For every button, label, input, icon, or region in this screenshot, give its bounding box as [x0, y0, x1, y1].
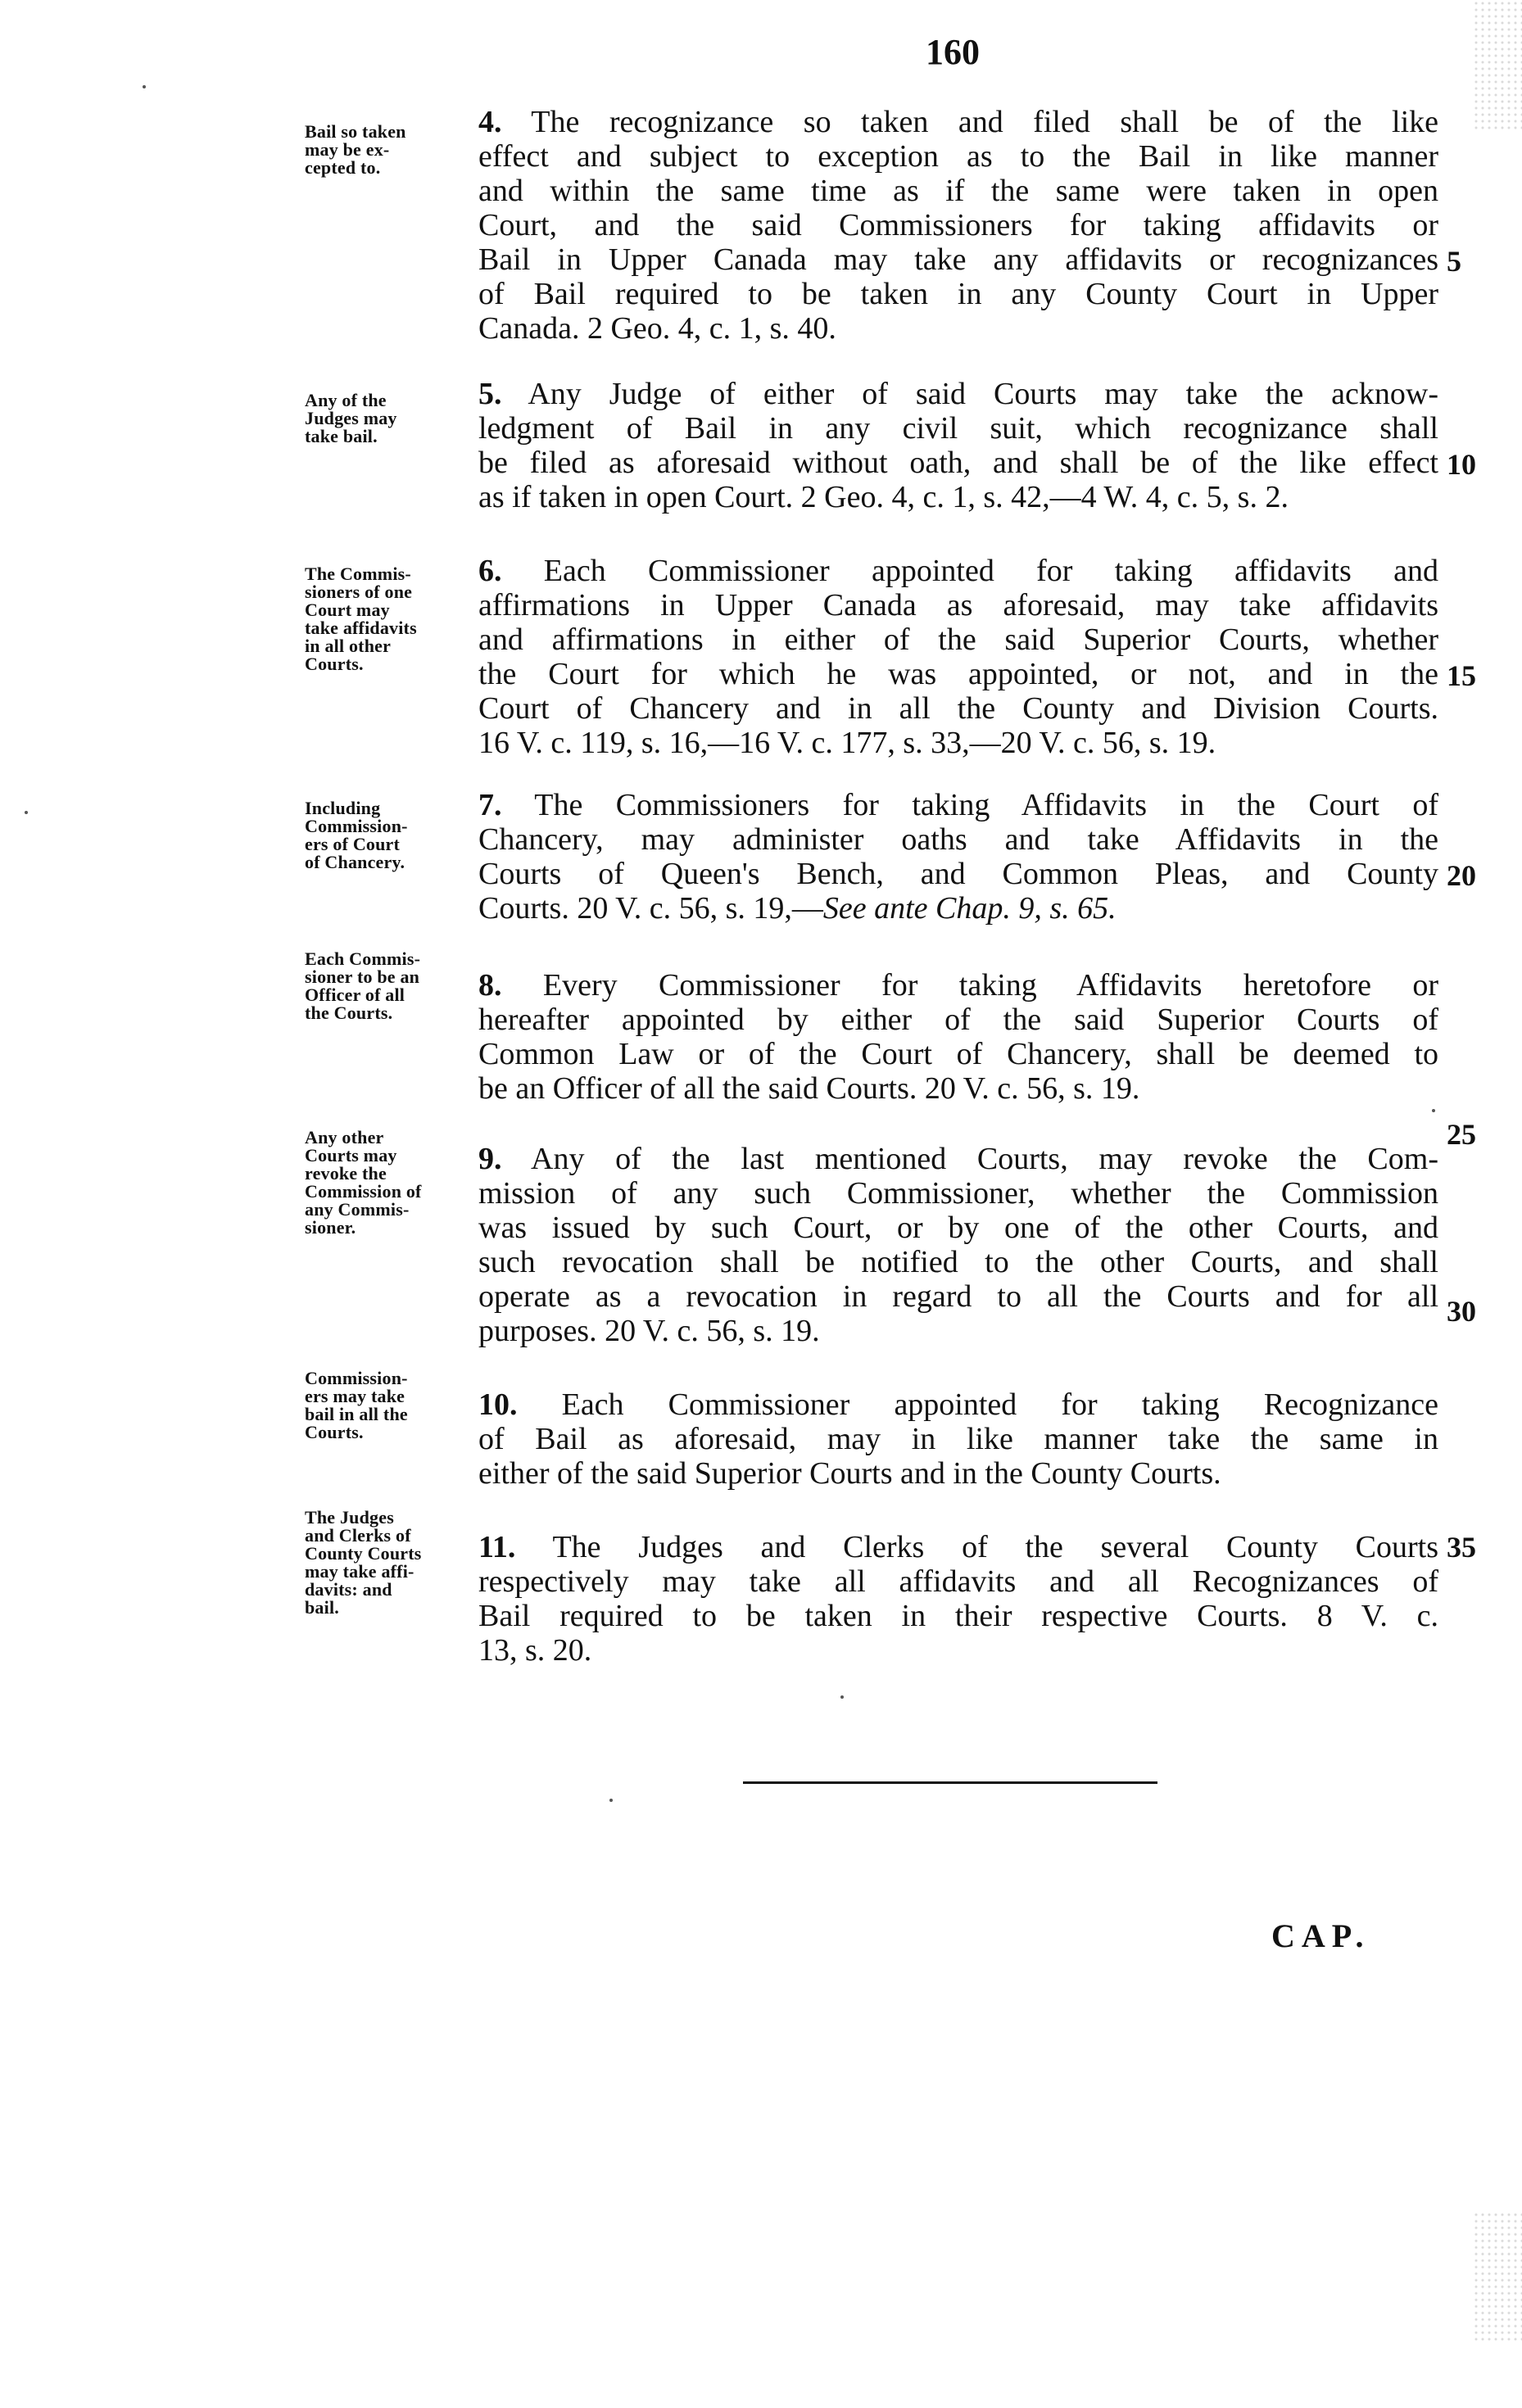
section-line: Chancery, may administer oaths and take Affidavits in the [478, 822, 1438, 857]
section-line: 16 V. c. 119, s. 16,—16 V. c. 177, s. 33,—20 V. c. 56, s. 19. [478, 726, 1216, 760]
section-4 [478, 105, 1438, 346]
section-line: Every Commissioner for taking Affidavits heretofore or [501, 968, 1438, 1003]
section-11 [478, 1530, 1438, 1668]
line-number: 15 [1447, 659, 1476, 692]
section-line: Courts of Queen's Bench, and Common Pleas, and County [478, 857, 1438, 891]
section-line: of Bail required to be taken in any County Court in Upper [478, 277, 1438, 311]
section-line: be an Officer of all the said Courts. 20 V. c. 56, s. 19. [478, 1071, 1140, 1106]
section-number: 4. [478, 105, 502, 139]
margin-note-10: Commission- ers may take bail in all the Courts. [305, 1368, 408, 1442]
section-line: either of the said Superior Courts and in the County Courts. [478, 1456, 1221, 1491]
section-line: of Bail as aforesaid, may in like manner take the same in [478, 1422, 1438, 1456]
section-8 [478, 968, 1438, 1106]
page-number: 160 [926, 32, 980, 72]
section-number: 5. [478, 377, 502, 411]
section-line: The recognizance so taken and filed shall be of the like [501, 105, 1438, 139]
scan-edge-noise [1473, 2211, 1522, 2342]
section-line: the Court for which he was appointed, or not, and in the [478, 657, 1438, 691]
section-number: 7. [478, 788, 502, 822]
section-line: as if taken in open Court. 2 Geo. 4, c. 1, s. 42,—4 W. 4, c. 5, s. 2. [478, 480, 1289, 514]
section-number: 6. [478, 554, 502, 588]
section-line: 13, s. 20. [478, 1633, 592, 1668]
section-line: Any Judge of either of said Courts may take the acknow- [501, 377, 1438, 411]
scan-speck [1432, 1109, 1435, 1112]
section-line: The Commissioners for taking Affidavits in the Court of [501, 788, 1438, 822]
section-7 [478, 788, 1438, 926]
section-line: The Judges and Clerks of the several County Courts [515, 1530, 1438, 1564]
margin-note-9: Any other Courts may revoke the Commission of any Commis- sioner. [305, 1127, 422, 1238]
margin-note-5: Any of the Judges may take bail. [305, 390, 397, 446]
section-line: Each Commissioner appointed for taking affidavits and [501, 554, 1438, 588]
section-line: Each Commissioner appointed for taking Recognizance [517, 1387, 1438, 1422]
section-line: and affirmations in either of the said Superior Courts, whether [478, 622, 1438, 657]
line-number: 30 [1447, 1295, 1476, 1328]
section-number: 9. [478, 1142, 502, 1176]
section-line: hereafter appointed by either of the said Superior Courts of [478, 1003, 1438, 1037]
margin-note-7: Including Commission- ers of Court of Chancery. [305, 798, 408, 872]
scan-speck [840, 1695, 844, 1699]
line-number: 10 [1447, 448, 1476, 481]
section-number: 8. [478, 968, 502, 1003]
scan-speck [25, 811, 28, 814]
section-line: mission of any such Commissioner, whether the Commission [478, 1176, 1438, 1211]
section-line: respectively may take all affidavits and all Recognizances of [478, 1564, 1438, 1599]
section-line: ledgment of Bail in any civil suit, which recognizance shall [478, 411, 1438, 446]
section-line: Any of the last mentioned Courts, may revoke the Com- [501, 1142, 1438, 1176]
scan-speck [609, 1799, 613, 1802]
section-line: Courts. 20 V. c. 56, s. 19,— [478, 891, 823, 926]
section-line: affirmations in Upper Canada as aforesaid, may take affidavits [478, 588, 1438, 622]
line-number: 35 [1447, 1531, 1476, 1564]
section-line: Court, and the said Commissioners for taking affidavits or [478, 208, 1438, 242]
line-number: 20 [1447, 859, 1476, 892]
section-line: effect and subject to exception as to the Bail in like manner [478, 139, 1438, 174]
section-line: Bail in Upper Canada may take any affidavits or recognizances [478, 242, 1438, 277]
section-9 [478, 1142, 1438, 1348]
catchword: CAP. [1271, 1917, 1370, 1954]
section-line: Canada. 2 Geo. 4, c. 1, s. 40. [478, 311, 836, 346]
section-10 [478, 1387, 1438, 1491]
section-5 [478, 377, 1438, 514]
cross-reference: See ante Chap. 9, s. 65. [822, 891, 1117, 926]
scan-edge-noise [1473, 0, 1522, 131]
section-6 [478, 554, 1438, 760]
section-line: operate as a revocation in regard to all the Courts and for all [478, 1279, 1438, 1314]
section-divider-rule [743, 1781, 1157, 1784]
section-number: 11. [478, 1530, 516, 1564]
section-line: Bail required to be taken in their respective Courts. 8 V. c. [478, 1599, 1438, 1633]
section-line: be filed as aforesaid without oath, and shall be of the like effect [478, 446, 1438, 480]
line-number: 5 [1447, 245, 1461, 278]
margin-note-4: Bail so taken may be ex- cepted to. [305, 121, 406, 178]
margin-note-8: Each Commis- sioner to be an Officer of all the Courts. [305, 948, 421, 1023]
section-line: purposes. 20 V. c. 56, s. 19. [478, 1314, 820, 1348]
section-line: was issued by such Court, or by one of the other Courts, and [478, 1211, 1438, 1245]
section-line: Common Law or of the Court of Chancery, shall be deemed to [478, 1037, 1438, 1071]
scan-speck [143, 85, 146, 88]
line-number: 25 [1447, 1118, 1476, 1151]
section-line: such revocation shall be notified to the other Courts, and shall [478, 1245, 1438, 1279]
margin-note-11: The Judges and Clerks of County Courts may take affi- davits: and bail. [305, 1507, 422, 1618]
section-line: and within the same time as if the same were taken in open [478, 174, 1438, 208]
margin-note-6: The Commis- sioners of one Court may take affidavits in all other Courts. [305, 564, 417, 674]
section-number: 10. [478, 1387, 518, 1422]
section-line: Court of Chancery and in all the County and Division Courts. [478, 691, 1438, 726]
